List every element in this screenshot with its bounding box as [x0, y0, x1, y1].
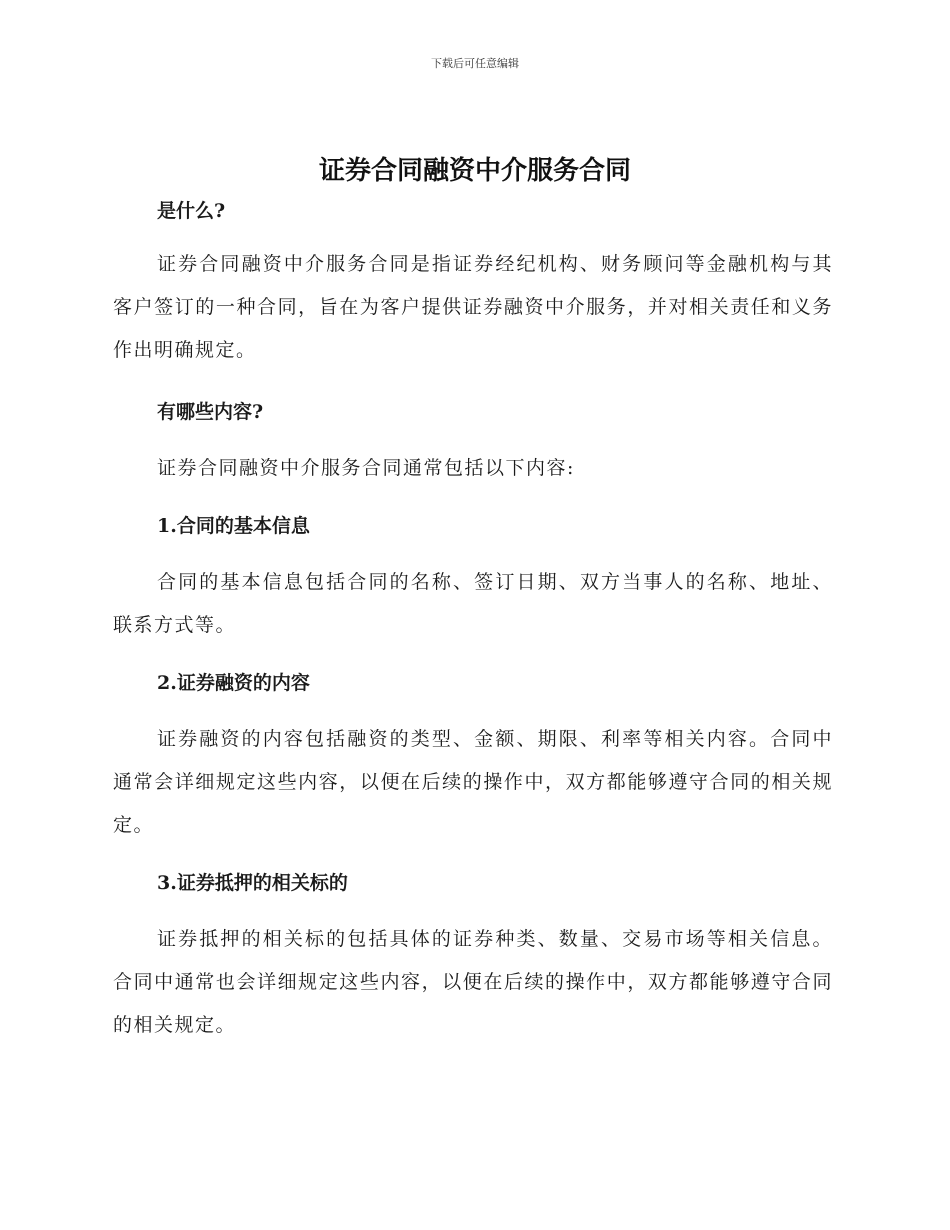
- section-paragraph: 证券抵押的相关标的包括具体的证券种类、数量、交易市场等相关信息。合同中通常也会详细规定这些内容，以便在后续的操作中，双方都能够遵守合同的相关规定。: [113, 928, 833, 1036]
- section-paragraph: 证券合同融资中介服务合同通常包括以下内容:: [157, 457, 575, 479]
- document-title: 证券合同融资中介服务合同: [318, 156, 631, 186]
- section-contents: [113, 396, 833, 490]
- section-financing: [113, 667, 833, 847]
- section-basic-info: [113, 510, 833, 647]
- section-what: [113, 195, 833, 372]
- section-paragraph: 合同的基本信息包括合同的名称、签订日期、双方当事人的名称、地址、联系方式等。: [113, 571, 833, 636]
- section-collateral: [113, 867, 833, 1047]
- section-paragraph: 证券合同融资中介服务合同是指证券经纪机构、财务顾问等金融机构与其客户签订的一种合同，旨在为客户提供证券融资中介服务，并对相关责任和义务作出明确规定。: [113, 253, 833, 361]
- section-heading: 是什么?: [157, 200, 226, 222]
- document-body: [113, 195, 833, 1047]
- section-heading: 有哪些内容?: [157, 401, 264, 423]
- section-heading: 2.证券融资的内容: [157, 672, 310, 694]
- section-heading: 3.证券抵押的相关标的: [157, 872, 348, 894]
- section-paragraph: 证券融资的内容包括融资的类型、金额、期限、利率等相关内容。合同中通常会详细规定这些内容，以便在后续的操作中，双方都能够遵守合同的相关规定。: [113, 728, 833, 836]
- header-note: 下载后可任意编辑: [431, 57, 519, 70]
- section-heading: 1.合同的基本信息: [157, 515, 310, 537]
